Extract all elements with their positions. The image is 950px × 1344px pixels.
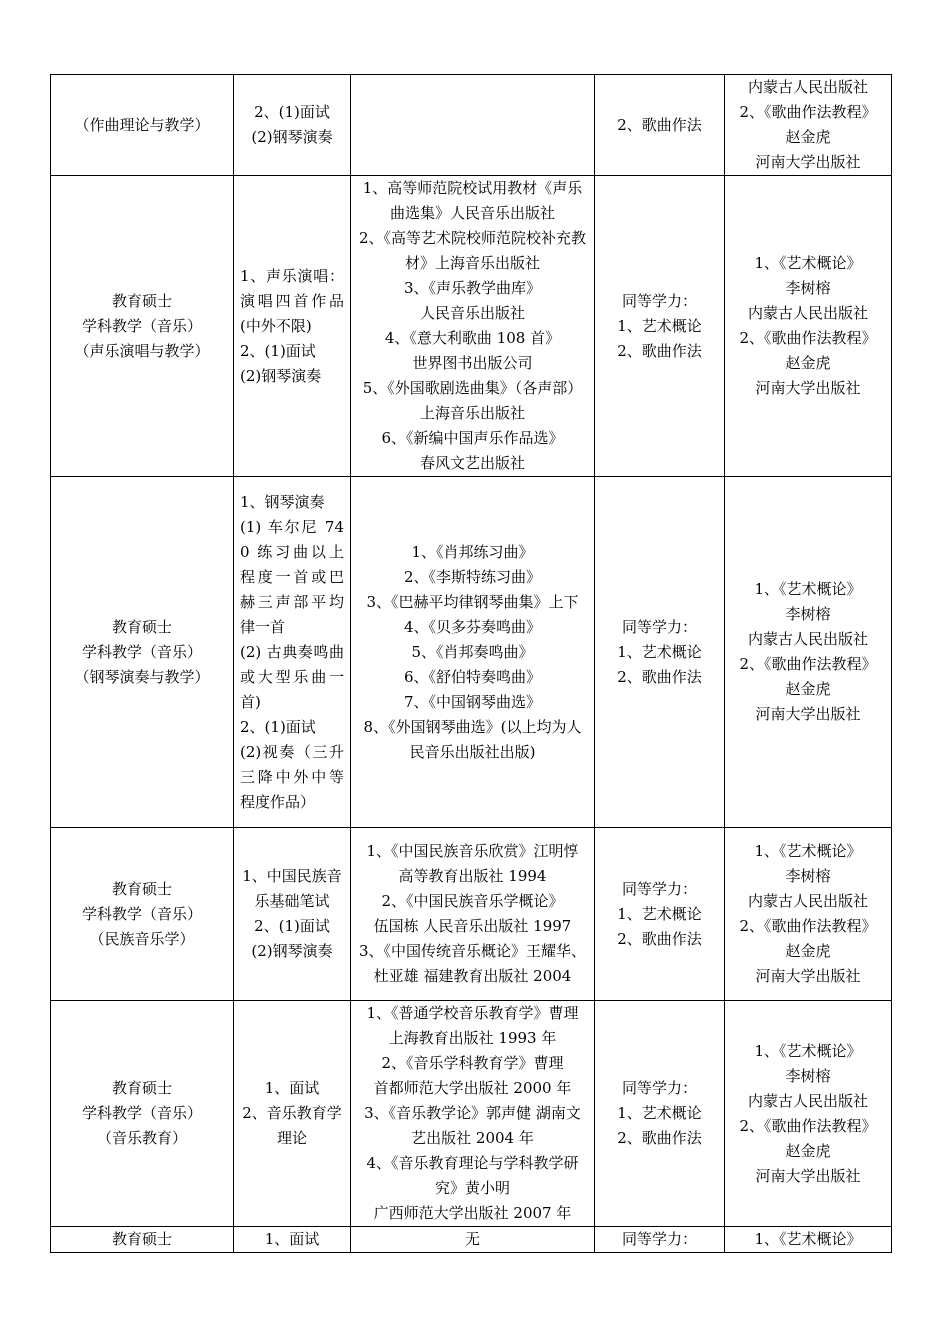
table-row bbox=[51, 477, 892, 828]
cell-line: 6、《新编中国声乐作品选》 bbox=[381, 429, 564, 447]
cell-line: 1、钢琴演奏 bbox=[240, 492, 325, 511]
cell-line: 3、《声乐教学曲库》 bbox=[403, 279, 542, 297]
cell-line: (2)视奏（三升三降中外中等程度作品） bbox=[240, 742, 344, 811]
cell-line: 春风文艺出版社 bbox=[419, 454, 525, 472]
cell-line: 教育硕士 bbox=[111, 1230, 172, 1248]
cell-line: 2、音乐教育学理论 bbox=[242, 1104, 342, 1147]
cell-line: 2、《李斯特练习曲》 bbox=[403, 567, 542, 586]
cell-line: 2、《歌曲作法教程》 bbox=[739, 1116, 877, 1135]
equivalent-books-cell bbox=[725, 828, 892, 1001]
cell-line: 2、歌曲作法 bbox=[617, 341, 702, 360]
cell-line: 河南大学出版社 bbox=[755, 967, 861, 985]
cell-line: 李树榕 bbox=[785, 867, 831, 885]
cell-line: 2、《高等艺术院校师范院校补充教材》上海音乐出版社 bbox=[358, 229, 587, 272]
table-body bbox=[51, 75, 892, 1253]
cell-line: 1、《艺术概论》 bbox=[754, 580, 862, 598]
cell-line: 5、《肖邦奏鸣曲》 bbox=[411, 642, 534, 661]
cell-line: 上海音乐出版社 bbox=[419, 404, 525, 422]
cell-line: 内蒙古人民出版社 bbox=[747, 78, 868, 96]
program-cell bbox=[51, 477, 234, 828]
cell-line: 河南大学出版社 bbox=[755, 705, 861, 723]
cell-line: 教育硕士 bbox=[111, 1079, 172, 1097]
cell-line: 上海教育出版社 1993 年 bbox=[388, 1029, 557, 1047]
cell-line: 3、《音乐教学论》郭声健 湖南文艺出版社 2004 年 bbox=[364, 1104, 581, 1147]
cell-line: 同等学力： bbox=[621, 291, 697, 310]
cell-line: (2)钢琴演奏 bbox=[251, 942, 333, 960]
equivalent-exam-cell bbox=[595, 477, 725, 828]
cell-line: （民族音乐学） bbox=[89, 929, 195, 948]
cell-line: 内蒙古人民出版社 bbox=[747, 304, 868, 322]
cell-line: 李树榕 bbox=[785, 605, 831, 623]
cell-line: 无 bbox=[464, 1230, 480, 1248]
cell-line: 内蒙古人民出版社 bbox=[747, 630, 868, 648]
cell-line: 首都师范大学出版社 2000 年 bbox=[373, 1079, 572, 1097]
cell-line: （音乐教育） bbox=[96, 1129, 187, 1147]
cell-line: 2、《歌曲作法教程》 bbox=[739, 329, 877, 347]
program-cell bbox=[51, 75, 234, 176]
cell-line: 学科教学（音乐） bbox=[81, 904, 202, 923]
cell-line: 河南大学出版社 bbox=[755, 1166, 861, 1185]
equivalent-exam-cell bbox=[595, 1001, 725, 1227]
cell-line: 赵金虎 bbox=[785, 680, 831, 698]
reference-books-cell bbox=[351, 1227, 595, 1253]
cell-line: 李树榕 bbox=[785, 1066, 831, 1085]
cell-line: 赵金虎 bbox=[785, 128, 831, 146]
cell-line: 1、艺术概论 bbox=[617, 642, 702, 661]
cell-line: 3、《中国传统音乐概论》王耀华、杜亚雄 福建教育出版社 2004 bbox=[358, 942, 587, 985]
cell-line: 河南大学出版社 bbox=[755, 153, 861, 171]
cell-line: 1、中国民族音乐基础笔试 bbox=[242, 867, 342, 910]
cell-line: 1、艺术概论 bbox=[617, 316, 702, 335]
cell-line: 2、《音乐学科教育学》曹理 bbox=[381, 1054, 564, 1072]
cell-line: （声乐演唱与教学） bbox=[74, 341, 210, 360]
cell-line: 5、《外国歌剧选曲集》（各声部） bbox=[362, 379, 583, 397]
table-row bbox=[51, 75, 892, 176]
cell-line: 学科教学（音乐） bbox=[81, 1104, 202, 1122]
cell-line: 2、歌曲作法 bbox=[617, 115, 702, 134]
cell-line: 1、《肖邦练习曲》 bbox=[411, 542, 534, 561]
cell-line: 同等学力： bbox=[621, 1079, 697, 1097]
cell-line: 1、面试 bbox=[264, 1230, 320, 1248]
equivalent-books-cell bbox=[725, 1227, 892, 1253]
cell-line: 1、《艺术概论》 bbox=[754, 1041, 862, 1060]
reference-books-cell bbox=[351, 477, 595, 828]
table-row bbox=[51, 828, 892, 1001]
cell-line: 2、歌曲作法 bbox=[617, 929, 702, 948]
cell-line: 同等学力： bbox=[621, 1230, 697, 1248]
cell-line: 3、《巴赫平均律钢琴曲集》上下 bbox=[366, 592, 579, 611]
cell-line: 同等学力： bbox=[621, 617, 697, 636]
cell-line: (2)钢琴演奏 bbox=[251, 128, 333, 146]
equivalent-exam-cell bbox=[595, 1227, 725, 1253]
cell-line: 7、《中国钢琴曲选》 bbox=[403, 692, 542, 711]
cell-line: 同等学力： bbox=[621, 879, 697, 898]
cell-line: 2、(1)面试 bbox=[254, 103, 330, 121]
cell-line: 内蒙古人民出版社 bbox=[747, 892, 868, 910]
cell-line: 李树榕 bbox=[785, 279, 831, 297]
cell-line: 2、《歌曲作法教程》 bbox=[739, 917, 877, 935]
cell-line: 赵金虎 bbox=[785, 1141, 831, 1160]
cell-line: 教育硕士 bbox=[111, 291, 172, 310]
cell-line: (2)钢琴演奏 bbox=[240, 366, 322, 385]
cell-line: 1、面试 bbox=[264, 1079, 320, 1097]
cell-line: 6、《舒伯特奏鸣曲》 bbox=[403, 667, 542, 686]
cell-line: 2、歌曲作法 bbox=[617, 667, 702, 686]
cell-line: 2、(1)面试 bbox=[254, 917, 330, 935]
cell-line: 赵金虎 bbox=[785, 942, 831, 960]
exam-cell bbox=[234, 828, 351, 1001]
cell-line: 广西师范大学出版社 2007 年 bbox=[373, 1204, 572, 1222]
cell-line: (2) 古典奏鸣曲或大型乐曲一首) bbox=[240, 642, 344, 711]
equivalent-exam-cell bbox=[595, 828, 725, 1001]
exam-cell bbox=[234, 75, 351, 176]
cell-line: 2、(1)面试 bbox=[240, 717, 316, 736]
cell-line: 4、《意大利歌曲 108 首》 bbox=[384, 329, 561, 347]
cell-line: 1、《艺术概论》 bbox=[754, 254, 862, 272]
cell-line: 内蒙古人民出版社 bbox=[747, 1091, 868, 1110]
exam-cell bbox=[234, 1001, 351, 1227]
table-row bbox=[51, 1001, 892, 1227]
equivalent-books-cell bbox=[725, 176, 892, 477]
program-cell bbox=[51, 176, 234, 477]
cell-line: 4、《音乐教育理论与学科教学研究》黄小明 bbox=[366, 1154, 579, 1197]
reference-books-cell bbox=[351, 828, 595, 1001]
cell-line: 1、《艺术概论》 bbox=[754, 1230, 862, 1248]
cell-line: 河南大学出版社 bbox=[755, 379, 861, 397]
cell-line: 人民音乐出版社 bbox=[419, 304, 525, 322]
cell-line: 学科教学（音乐） bbox=[81, 642, 202, 661]
cell-line: 4、《贝多芬奏鸣曲》 bbox=[403, 617, 542, 636]
cell-line: 1、《艺术概论》 bbox=[754, 842, 862, 860]
reference-books-cell bbox=[351, 1001, 595, 1227]
reference-books-cell bbox=[351, 75, 595, 176]
cell-line: （作曲理论与教学） bbox=[74, 115, 210, 134]
cell-line: 世界图书出版公司 bbox=[412, 354, 533, 372]
cell-line: 学科教学（音乐） bbox=[81, 316, 202, 335]
exam-cell bbox=[234, 477, 351, 828]
equivalent-exam-cell bbox=[595, 176, 725, 477]
cell-line: 伍国栋 人民音乐出版社 1997 bbox=[373, 917, 572, 935]
cell-line: 2、《歌曲作法教程》 bbox=[739, 103, 877, 121]
table-row bbox=[51, 176, 892, 477]
cell-line: 2、歌曲作法 bbox=[617, 1129, 702, 1147]
exam-cell bbox=[234, 1227, 351, 1253]
exam-cell bbox=[234, 176, 351, 477]
cell-line: 2、(1)面试 bbox=[240, 341, 316, 360]
cell-line: 8、《外国钢琴曲选》(以上均为人民音乐出版社出版) bbox=[363, 717, 582, 761]
cell-line: 1、高等师范院校试用教材《声乐曲选集》人民音乐出版社 bbox=[362, 179, 583, 222]
cell-line: 2、《歌曲作法教程》 bbox=[739, 655, 877, 673]
cell-line: 1、声乐演唱：演唱四首作品(中外不限) bbox=[240, 266, 344, 335]
cell-line: 1、艺术概论 bbox=[617, 904, 702, 923]
cell-line: (1) 车尔尼 740 练习曲以上程度一首或巴赫三声部平均律一首 bbox=[240, 517, 344, 636]
cell-line: 赵金虎 bbox=[785, 354, 831, 372]
program-cell bbox=[51, 1227, 234, 1253]
program-cell bbox=[51, 1001, 234, 1227]
cell-line: 2、《中国民族音乐学概论》 bbox=[381, 892, 564, 910]
equivalent-books-cell bbox=[725, 477, 892, 828]
table-row bbox=[51, 1227, 892, 1253]
equivalent-books-cell bbox=[725, 1001, 892, 1227]
cell-line: 高等教育出版社 1994 bbox=[398, 867, 547, 885]
cell-line: 1、艺术概论 bbox=[617, 1104, 702, 1122]
program-cell bbox=[51, 828, 234, 1001]
cell-line: （钢琴演奏与教学） bbox=[74, 667, 210, 686]
reference-books-cell bbox=[351, 176, 595, 477]
cell-line: 教育硕士 bbox=[111, 879, 172, 898]
cell-line: 1、《普通学校音乐教育学》曹理 bbox=[366, 1004, 579, 1022]
cell-line: 教育硕士 bbox=[111, 617, 172, 636]
equivalent-books-cell bbox=[725, 75, 892, 176]
admission-requirements-table bbox=[50, 74, 892, 1253]
cell-line: 1、《中国民族音乐欣赏》江明惇 bbox=[366, 842, 579, 860]
equivalent-exam-cell bbox=[595, 75, 725, 176]
